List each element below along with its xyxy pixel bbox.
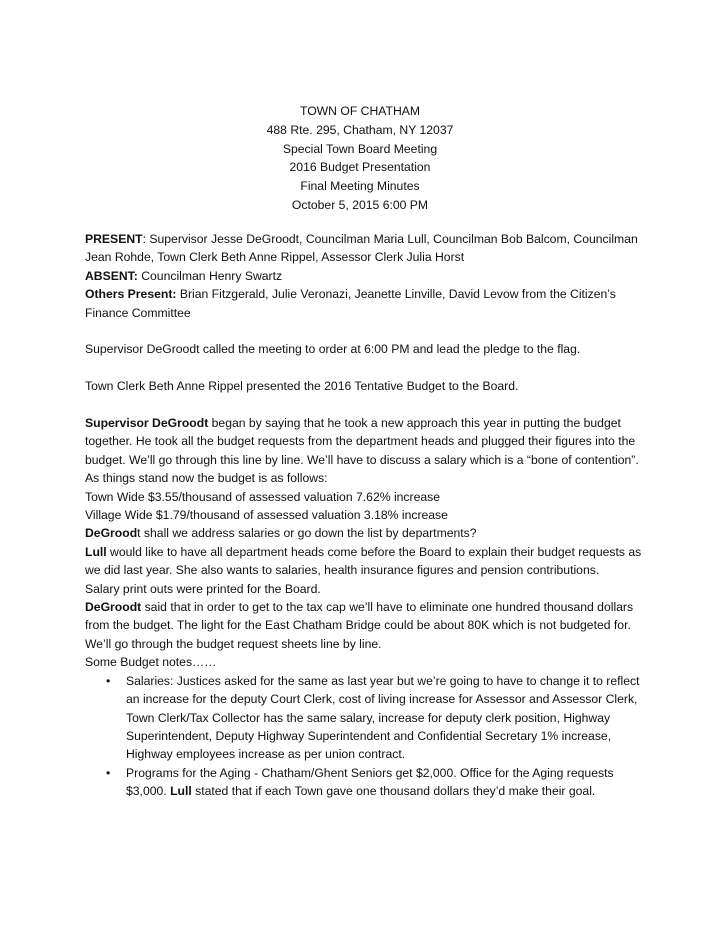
speaker-label: Lull xyxy=(170,784,192,799)
salary-printouts-line: Salary print outs were printed for the Board. xyxy=(85,581,321,596)
header-address: 488 Rte. 295, Chatham, NY 12037 xyxy=(266,122,454,137)
header-subject: 2016 Budget Presentation xyxy=(289,160,431,175)
note-text: Salaries: Justices asked for the same as last year but we’re going to have to change it to reflect an increase for the deputy Court Clerk, cost of living increase for Assessor and Assessor Clerk, Town Clerk/Tax Collector has the same salary, increase for deputy clerk position, Highway Superintendent, Deputy Highway Superintendent and Confidential Secretary 1% increase, Highway employees increase as per union contract. xyxy=(126,673,640,762)
town-wide-line: Town Wide $3.55/thousand of assessed valuation 7.62% increase xyxy=(85,489,441,504)
budget-notes-list xyxy=(85,672,645,801)
document-header xyxy=(0,102,720,215)
absent-text: Councilman Henry Swartz xyxy=(137,268,283,283)
speaker-text: said that in order to get to the tax cap we’ll have to eliminate one hundred thousand dollars from the budget. The light for the East Chatham Bridge could be about 80K which is not budgeted for. We’ll go through the budget request sheets line by line. xyxy=(85,600,634,651)
bullet-icon: • xyxy=(106,673,111,688)
spacer xyxy=(85,396,645,414)
absent-paragraph xyxy=(85,267,645,285)
present-text: : Supervisor Jesse DeGroodt, Councilman Maria Lull, Councilman Bob Balcom, Councilman Jean Rohde, Town Clerk Beth Anne Rippel, Assessor Clerk Julia Horst xyxy=(85,232,638,265)
present-label: PRESENT xyxy=(85,232,143,246)
presentation-paragraph: Town Clerk Beth Anne Rippel presented the 2016 Tentative Budget to the Board. xyxy=(85,379,519,394)
absent-label: ABSENT: xyxy=(85,268,138,283)
speaker-label: DeGrood xyxy=(85,526,138,541)
village-wide-line: Village Wide $1.79/thousand of assessed valuation 3.18% increase xyxy=(85,508,448,523)
header-status: Final Meeting Minutes xyxy=(300,179,420,194)
speaker-text: t shall we address salaries or go down the list by departments? xyxy=(137,526,477,541)
speaker-label: Lull xyxy=(85,544,107,559)
list-item xyxy=(85,764,645,801)
spacer xyxy=(85,359,645,377)
note-text: Programs for the Aging - Chatham/Ghent Seniors get $2,000. Office for the Aging requests $3,000. xyxy=(126,765,614,799)
budget-status-line: As things stand now the budget is as follows: xyxy=(85,471,328,486)
bullet-icon: • xyxy=(106,765,111,780)
speaker-text: would like to have all department heads come before the Board to explain their budget requests as we did last year. She also wants to salaries, health insurance figures and pension contributions. xyxy=(85,544,642,578)
document-body xyxy=(85,230,645,801)
call-to-order-paragraph: Supervisor DeGroodt called the meeting to order at 6:00 PM and lead the pledge to the flag. xyxy=(85,342,581,357)
degroodt-tax-cap-paragraph xyxy=(85,598,645,653)
others-label: Others Present: xyxy=(85,287,177,302)
lull-paragraph xyxy=(85,543,645,580)
header-date: October 5, 2015 6:00 PM xyxy=(291,197,429,212)
others-text: Brian Fitzgerald, Julie Veronazi, Jeanette Linville, David Levow from the Citizen’s Finance Committee xyxy=(85,287,616,320)
budget-notes-heading: Some Budget notes…… xyxy=(85,655,217,670)
header-meeting-type: Special Town Board Meeting xyxy=(282,141,438,156)
degroodt-intro-paragraph xyxy=(85,414,645,469)
speaker-label: Supervisor DeGroodt xyxy=(85,416,209,431)
note-text-tail: stated that if each Town gave one thousand dollars they’d make their goal. xyxy=(191,784,596,799)
present-paragraph xyxy=(85,230,645,267)
degroodt-question-paragraph xyxy=(85,524,645,542)
list-item xyxy=(85,672,645,764)
header-town-name: TOWN OF CHATHAM xyxy=(299,104,421,118)
speaker-text: began by saying that he took a new approach this year in putting the budget together. He took all the budget requests from the department heads and plugged their figures into the budget. We’ll go through this line by line. We’ll have to discuss a salary which is a “bone of contention”. xyxy=(85,416,639,467)
others-paragraph xyxy=(85,285,645,322)
speaker-label: DeGroodt xyxy=(85,600,142,615)
spacer xyxy=(85,322,645,340)
